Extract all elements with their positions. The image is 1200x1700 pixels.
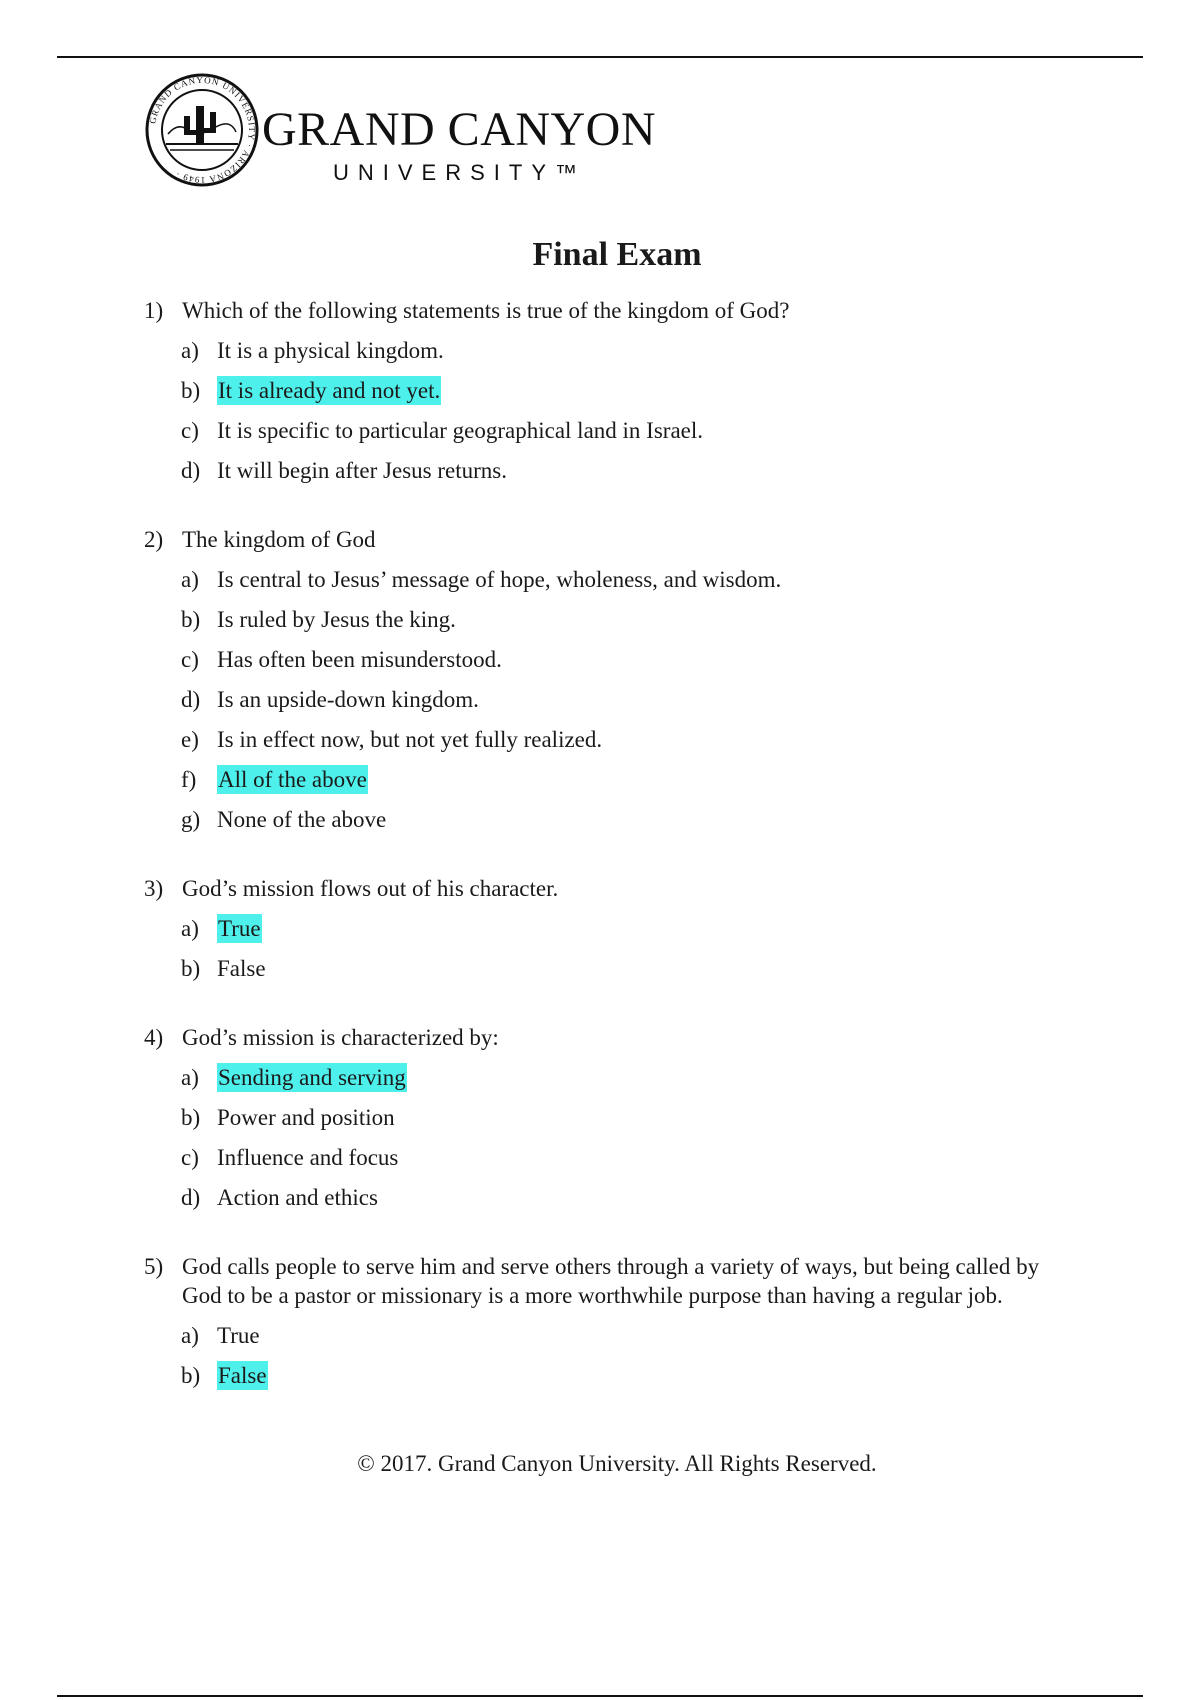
answer-option: [144, 336, 1084, 365]
seal-icon: [144, 72, 260, 188]
option-text: It is specific to particular geographical land in Israel.: [217, 418, 703, 443]
answer-option: [144, 416, 1084, 445]
question-text: God’s mission flows out of his character.: [182, 876, 559, 901]
answer-option: [144, 376, 1084, 405]
question-number: 2): [144, 527, 164, 552]
answer-option: [144, 605, 1084, 634]
option-letter: a): [181, 916, 199, 941]
option-text: It will begin after Jesus returns.: [217, 458, 507, 483]
option-text: Has often been misunderstood.: [217, 647, 502, 672]
question-2: [144, 525, 1084, 834]
answer-option: [144, 1063, 1084, 1092]
answer-option: [144, 1183, 1084, 1212]
highlighted-answer-text: Sending and serving: [218, 1065, 406, 1090]
top-rule: [57, 56, 1143, 58]
answer-option: [144, 456, 1084, 485]
option-letter: a): [181, 1323, 199, 1348]
option-text: Influence and focus: [217, 1145, 399, 1170]
question-4: [144, 1023, 1084, 1212]
option-text: Is ruled by Jesus the king.: [217, 607, 456, 632]
answer-option: [144, 1143, 1084, 1172]
option-letter: c): [181, 647, 199, 672]
page-title: Final Exam: [532, 236, 702, 273]
option-text: True: [217, 1323, 260, 1348]
question-text: God’s mission is characterized by:: [182, 1025, 499, 1050]
question-stem: [144, 296, 1084, 325]
option-letter: d): [181, 1185, 201, 1210]
answer-option: [144, 914, 1084, 943]
answer-option: [144, 565, 1084, 594]
option-text: None of the above: [217, 807, 387, 832]
university-wordmark: [262, 103, 657, 186]
question-text: God calls people to serve him and serve others through a variety of ways, but being called by God to be a pastor or missionary is a more worthwhile purpose than having a regular job.: [182, 1254, 1040, 1308]
question-number: 5): [144, 1254, 164, 1279]
question-5: [144, 1252, 1084, 1390]
option-letter: a): [181, 1065, 199, 1090]
university-subtitle: UNIVERSITY™: [333, 160, 587, 185]
question-number: 4): [144, 1025, 164, 1050]
option-letter: c): [181, 1145, 199, 1170]
option-text: Is an upside-down kingdom.: [217, 687, 479, 712]
answer-option: [144, 1361, 1084, 1390]
question-text: Which of the following statements is true of the kingdom of God?: [182, 298, 790, 323]
question-list: [144, 296, 1084, 1430]
option-letter: d): [181, 687, 201, 712]
university-name: GRAND CANYON: [262, 103, 657, 156]
question-stem: [144, 874, 1084, 903]
highlighted-answer-text: It is already and not yet.: [218, 378, 441, 403]
option-text: It is a physical kingdom.: [217, 338, 444, 363]
answer-option: [144, 685, 1084, 714]
question-3: [144, 874, 1084, 983]
option-letter: e): [181, 727, 199, 752]
highlighted-answer-text: All of the above: [218, 767, 367, 792]
copyright-footer: © 2017. Grand Canyon University. All Rights Reserved.: [357, 1451, 877, 1476]
answer-option: [144, 954, 1084, 983]
svg-text:GRAND CANYON UNIVERSITY · ARIZ: GRAND CANYON UNIVERSITY · ARIZONA 1949 ·: [147, 74, 258, 186]
option-letter: b): [181, 1363, 201, 1388]
question-stem: [144, 525, 1084, 554]
option-letter: f): [181, 767, 197, 792]
answer-option: [144, 765, 1084, 794]
option-letter: b): [181, 1105, 201, 1130]
question-stem: [144, 1252, 1084, 1310]
answer-option: [144, 645, 1084, 674]
option-letter: d): [181, 458, 201, 483]
question-stem: [144, 1023, 1084, 1052]
option-text: False: [217, 956, 266, 981]
question-number: 3): [144, 876, 164, 901]
option-letter: a): [181, 567, 199, 592]
option-letter: g): [181, 807, 201, 832]
option-letter: b): [181, 378, 201, 403]
option-letter: b): [181, 607, 201, 632]
option-letter: a): [181, 338, 199, 363]
highlighted-answer-text: True: [218, 916, 261, 941]
answer-option: [144, 1321, 1084, 1350]
option-letter: b): [181, 956, 201, 981]
answer-option: [144, 1103, 1084, 1132]
answer-option: [144, 725, 1084, 754]
answer-option: [144, 805, 1084, 834]
option-text: Is central to Jesus’ message of hope, wholeness, and wisdom.: [217, 567, 782, 592]
highlighted-answer-text: False: [218, 1363, 267, 1388]
question-number: 1): [144, 298, 164, 323]
bottom-rule: [57, 1695, 1143, 1697]
question-1: [144, 296, 1084, 485]
option-text: Power and position: [217, 1105, 395, 1130]
option-letter: c): [181, 418, 199, 443]
university-seal-logo: [144, 72, 260, 186]
option-text: Action and ethics: [217, 1185, 378, 1210]
option-text: Is in effect now, but not yet fully realized.: [217, 727, 603, 752]
question-text: The kingdom of God: [182, 527, 376, 552]
